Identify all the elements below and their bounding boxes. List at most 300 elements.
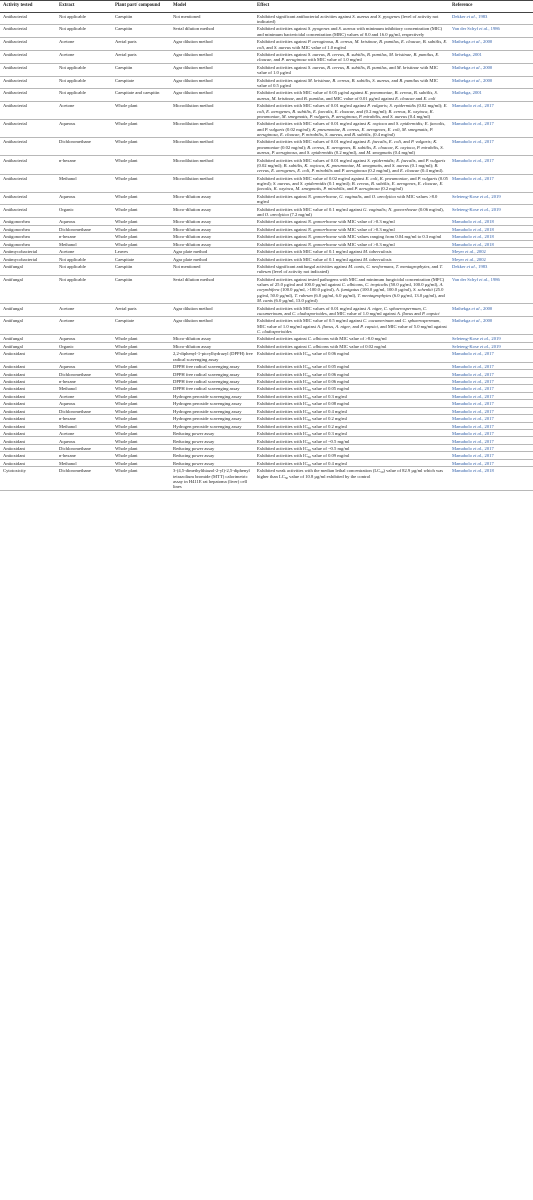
cell-activity-tested: Cytotoxicity [3, 468, 26, 474]
cell-reference[interactable]: Mathekga et al., 2000 [452, 39, 493, 45]
cell-effect: Exhibited activities with $IC_{50}$ value of 0.06 mg/ml [257, 379, 350, 385]
cell-effect: Exhibited activities with MIC value of 0.1 mg/ml against G. vaginalis; N. gonorrhoeae (0.06 mg/ml), and O. ureolytica (7.2 mg/ml) [257, 206, 444, 217]
cell-effect: Exhibited activities against C. albicans with MIC value of 0.02 mg/ml [257, 343, 387, 349]
cell-activity-tested: Antibacterial [3, 175, 27, 181]
cell-reference[interactable]: Mamabolo et al., 2017 [452, 416, 494, 422]
cell-model: Micro-dilution assay [173, 234, 212, 240]
cell-reference[interactable]: Mamabolo et al., 2018 [452, 241, 494, 247]
cell-model: Agar dilution method [173, 305, 213, 311]
table-row [0, 156, 533, 174]
table-row [0, 392, 533, 399]
cell-activity-tested: Antibacterial [3, 121, 27, 127]
cell-extract: Not applicable [59, 90, 86, 96]
cell-reference[interactable]: Mamabolo et al., 2017 [452, 438, 494, 444]
cell-model: Agar dilution method [173, 318, 213, 324]
cell-plant-part: Leaves [115, 249, 129, 255]
table-row [0, 218, 533, 225]
table-row [0, 205, 533, 218]
cell-model: Micro-dilution assay [173, 219, 212, 225]
cell-plant-part: Whole plant [115, 139, 138, 145]
cell-extract: Not applicable [59, 263, 86, 269]
cell-reference[interactable]: Mamabolo et al., 2017 [452, 103, 494, 109]
cell-model: DPPH free radical scavenging assay [173, 371, 240, 377]
cell-plant-part: Whole plant [115, 351, 138, 357]
cell-plant-part: Whole plant [115, 386, 138, 392]
cell-effect: Exhibited activities with MIC values of 0.01 mg/ml against A. niger, C. sphaerospermum, C. cucumerinum, and C. cladosporioides, and MIC value of 1.0 mg/ml against A. flavus and P. capsici [257, 305, 440, 316]
cell-extract: Acetone [59, 318, 75, 324]
cell-reference[interactable]: Mathekga et al., 2000 [452, 77, 493, 83]
cell-extract: Methanol [59, 386, 77, 392]
cell-activity-tested: Antigonorrhea [3, 226, 30, 232]
table-row [0, 248, 533, 255]
cell-model: Agar dilution method [173, 90, 213, 96]
cell-reference[interactable]: Seleteng-Kose et al., 2019 [452, 343, 501, 349]
cell-activity-tested: Antioxidant [3, 408, 25, 414]
activity-table [0, 0, 533, 491]
cell-plant-part: Whole plant [115, 206, 138, 212]
cell-activity-tested: Antifungal [3, 318, 23, 324]
cell-extract: Organic [59, 206, 74, 212]
cell-extract: Acetone [59, 52, 75, 58]
cell-reference[interactable]: Mamabolo et al., 2018 [452, 234, 494, 240]
cell-activity-tested: Antioxidant [3, 438, 25, 444]
table-row [0, 192, 533, 205]
table-row [0, 467, 533, 490]
cell-effect: Exhibited activities against N. gonorrhoeae with MIC value of >0.3 mg/ml [257, 241, 395, 247]
cell-reference[interactable]: Mamabolo et al., 2017 [452, 408, 494, 414]
cell-model: Hydrogen peroxide scavenging assay [173, 416, 242, 422]
cell-plant-part: Caespitin [115, 26, 133, 32]
table-row [0, 429, 533, 436]
cell-extract: Not applicable [59, 256, 86, 262]
cell-model: Not mentioned [173, 263, 201, 269]
cell-activity-tested: Antifungal [3, 263, 23, 269]
cell-reference[interactable]: Mathekga, 2001 [452, 90, 482, 96]
cell-plant-part: Whole plant [115, 364, 138, 370]
table-row [0, 444, 533, 451]
cell-reference[interactable]: Van der Schyf et al., 1986 [452, 26, 500, 32]
table-row [0, 370, 533, 377]
cell-effect: Exhibited activities against P. aeruginosa, B. cereus, M. kristinae, B. pumilus, E. cloacae, B. subtilis, E. coli, and S. aureus with MIC value of 1.0 mg/ml [257, 39, 448, 50]
cell-plant-part: Aerial parts [115, 52, 137, 58]
cell-effect: Exhibited activities against N. gonorrhoeae with MIC value of >0.3 mg/ml [257, 226, 395, 232]
cell-plant-part: Whole plant [115, 401, 138, 407]
cell-activity-tested: Antifungal [3, 305, 23, 311]
cell-effect: Exhibited activities with MIC values of 0.01 mg/ml against P. vulgaris; S. epidermidis (0.02 mg/ml); E. coli, E. aerogenes, B. subtilis, E. faecalis, E. cloacae, and (0.2 mg/ml); B. cereus, K. oxytoca, K. pneumoniae, M. smegmatis, P. vulgaris, P. aeruginosa, P. mirabilis, and S. aureus (0.4 mg/ml) [257, 103, 448, 119]
cell-effect: Exhibited activities with $IC_{50}$ value of 0.08 mg/ml [257, 401, 350, 408]
cell-extract: Dichloromethane [59, 445, 91, 451]
cell-effect: Exhibited activities with MIC value of 0.05 µg/ml against K. pneumoniae, B. cereus, B. subtilis, S. aureus, M. kristinae, and B. pumilus, and MIC value of 0.01 µg/ml against E. cloacae and E. coli [257, 90, 438, 101]
cell-activity-tested: Antioxidant [3, 453, 25, 459]
cell-effect: Exhibited activities against S. aureus, B. cereus, B. subtilis, B. pumilus, M. kristinae, B. pumilus, E. cloacae, and P. aeruginosa with MIC value of 1.0 mg/ml [257, 52, 440, 63]
cell-extract: Methanol [59, 460, 77, 466]
cell-reference[interactable]: Mamabolo et al., 2017 [452, 445, 494, 451]
cell-activity-tested: Antigonorrhea [3, 219, 30, 225]
cell-model: Reducing power assay [173, 460, 215, 466]
cell-extract: Methanol [59, 423, 77, 429]
cell-reference[interactable]: Dekker et al., 1983 [452, 263, 488, 269]
cell-plant-part: Whole plant [115, 423, 138, 429]
table-row [0, 102, 533, 120]
cell-model: Micro-dilution assay [173, 226, 212, 232]
cell-effect: Exhibited significant antibacterial activities against S. aureus and S. pyogenes (level of activity not indicated) [257, 13, 439, 25]
cell-reference[interactable]: Mathekga et al., 2000 [452, 318, 493, 324]
cell-plant-part: Aerial parts [115, 39, 137, 45]
cell-extract: Methanol [59, 175, 77, 181]
cell-reference[interactable]: Dekker et al., 1983 [452, 13, 488, 19]
cell-plant-part: Whole plant [115, 416, 138, 422]
cell-model: 3-(4,5-dimethylthiazol-2-yl)-2,5-diphenyl tetrazolium bromide (MTT) calorimetric assay in H411E rat hepatoma (liver) cell lines [173, 468, 250, 490]
cell-extract: n-hexane [59, 416, 76, 422]
cell-activity-tested: Antifungal [3, 276, 23, 282]
cell-extract: Not applicable [59, 64, 86, 70]
cell-model: Agar plate method [173, 256, 208, 262]
table-row [0, 174, 533, 192]
cell-extract: Aqueous [59, 401, 76, 407]
cell-activity-tested: Antioxidant [3, 445, 25, 451]
cell-model: Micro-dilution assay [173, 343, 212, 349]
cell-plant-part: Caespitate [115, 256, 135, 262]
header-activity-tested: Activity tested [0, 1, 56, 13]
cell-effect: Exhibited activities with $IC_{50}$ value of ~0.5 mg/ml [257, 438, 350, 445]
cell-effect: Exhibited activities with MIC values of 0.01 mg/ml against K. oxytoca and S. epidermidis; E. faecalis, and P. vulgaris (0.02 mg/ml); K. pneumoniae, B. cereus, E. aerogenes, E. coli, M. smegmatis, P. aeruginosa, E. cloacae, P. mirabilis, S. aureus, and B. subtilis, (0.4 mg/ml) [257, 121, 446, 137]
cell-effect: Exhibited activities with MIC value of 0.1 mg/ml against M. tuberculosis [257, 256, 392, 262]
cell-extract: Not applicable [59, 77, 86, 83]
cell-plant-part: Whole plant [115, 226, 138, 232]
cell-plant-part: Aerial parts [115, 305, 137, 311]
cell-plant-part: Whole plant [115, 219, 138, 225]
cell-reference[interactable]: Mathekga et al., 2000 [452, 64, 493, 70]
table-row [0, 120, 533, 138]
cell-model: Serial dilution method [173, 276, 215, 282]
cell-effect: Exhibited activities with $IC_{50}$ value of 0.05 mg/ml [257, 364, 350, 370]
cell-model: Hydrogen peroxide scavenging assay [173, 393, 242, 399]
cell-plant-part: Whole plant [115, 393, 138, 399]
cell-reference[interactable]: Mamabolo et al., 2018 [452, 468, 494, 474]
cell-plant-part: Caespitate [115, 318, 135, 324]
cell-effect: Exhibited activities with MIC values of 0.01 mg/ml against E. faecalis, E. coli, and P. vulgaris; K. pneumoniae (0.02 mg/ml); B. cereus, E. aerogenes, B. subtilis, E. cloacae, K. oxytoca, P. mirabilis, S. aureus, P. aeruginosa, and S. epidermidis (0.2 mg/ml), and M. smegmatis (0.4 mg/ml) [257, 139, 444, 156]
cell-activity-tested: Antigonorrhea [3, 241, 30, 247]
cell-effect: Exhibited activities with $IC_{50}$ value of 0.06 mg/ml [257, 351, 350, 358]
cell-extract: Dichloromethane [59, 371, 91, 377]
cell-model: DPPH free radical scavenging assay [173, 379, 240, 384]
cell-extract: Acetone [59, 39, 75, 45]
header-plant-part-compound: Plant part/ compound [112, 1, 170, 13]
cell-reference[interactable]: Mamabolo et al., 2017 [452, 364, 494, 370]
cell-plant-part: Caespitin [115, 13, 133, 19]
cell-extract: Aqueous [59, 364, 76, 370]
cell-activity-tested: Antioxidant [3, 393, 25, 399]
cell-extract: Not applicable [59, 26, 86, 32]
table-row [0, 317, 533, 335]
cell-effect: Exhibited activities against M. kristinae, B. cereus, B. subtilis, S. aureus, and B. pumilus with MIC value of 0.5 µg/ml [257, 77, 439, 88]
cell-reference[interactable]: Mamabolo et al., 2017 [452, 139, 494, 145]
cell-activity-tested: Antioxidant [3, 401, 25, 407]
cell-activity-tested: Antibacterial [3, 139, 27, 145]
cell-extract: n-hexane [59, 234, 76, 240]
cell-reference[interactable]: Mamabolo et al., 2017 [452, 121, 494, 127]
table-row [0, 12, 533, 25]
cell-model: Agar dilution method [173, 64, 213, 70]
table-row [0, 415, 533, 422]
cell-model: Agar plate method [173, 249, 208, 255]
cell-extract: Not applicable [59, 276, 86, 282]
cell-plant-part: Whole plant [115, 193, 138, 199]
cell-effect: Exhibited activities with $IC_{50}$ value of 0.06 mg/ml [257, 371, 350, 378]
cell-activity-tested: Antibacterial [3, 206, 27, 212]
cell-extract: Acetone [59, 351, 75, 357]
cell-activity-tested: Antibacterial [3, 13, 27, 19]
cell-effect: Exhibited activities against N. gonorrhoeae, G. vaginalis, and O. ureolytica with MIC values >8.0 mg/ml [257, 193, 438, 205]
cell-model: Hydrogen peroxide scavenging assay [173, 401, 242, 407]
cell-activity-tested: Antibacterial [3, 193, 27, 199]
cell-activity-tested: Antimycobacterial [3, 249, 38, 255]
cell-activity-tested: Antioxidant [3, 364, 25, 370]
cell-extract: n-hexane [59, 157, 76, 163]
cell-effect: Exhibited activities with $IC_{50}$ value of 0.4 mg/ml [257, 460, 347, 467]
table-row [0, 275, 533, 304]
cell-extract: Acetone [59, 103, 75, 109]
cell-activity-tested: Antibacterial [3, 103, 27, 109]
cell-activity-tested: Antigonorrhea [3, 234, 30, 240]
cell-model: 2,2-diphenyl-1-picrylhydrazyl (DPPH) free radical scavenging assay [173, 351, 253, 362]
cell-model: Reducing power assay [173, 453, 215, 459]
cell-activity-tested: Antibacterial [3, 64, 27, 70]
cell-effect: Exhibited activities with MIC value of 0.1 mg/ml against M. tuberculosis [257, 249, 392, 255]
table-row [0, 437, 533, 444]
cell-plant-part: Whole plant [115, 408, 138, 414]
table-row [0, 89, 533, 102]
cell-effect: Exhibited significant antifungal activities against M. canis, C. neoformans, T. mentagrophytes, and T. rubrum (level of activity not indicated) [257, 263, 443, 275]
cell-reference[interactable]: Mamabolo et al., 2017 [452, 157, 494, 163]
cell-extract: n-hexane [59, 453, 76, 459]
cell-activity-tested: Antioxidant [3, 351, 25, 357]
table-row [0, 459, 533, 466]
cell-model: DPPH free radical scavenging assay [173, 386, 240, 392]
cell-effect: Exhibited activities with $IC_{50}$ value of 0.2 mg/ml [257, 416, 347, 423]
cell-activity-tested: Antioxidant [3, 379, 25, 384]
cell-reference[interactable]: Van der Schyf et al., 1986 [452, 276, 500, 282]
cell-activity-tested: Antifungal [3, 343, 23, 349]
cell-plant-part: Whole plant [115, 241, 138, 247]
cell-extract: Aqueous [59, 219, 76, 225]
cell-reference[interactable]: Seleteng-Kose et al., 2019 [452, 206, 501, 212]
cell-model: DPPH free radical scavenging assay [173, 364, 240, 370]
cell-effect: Exhibited activities against tested pathogens with MIC and minimum fungicidal concentration (MFC) values of 25.0 µg/ml and 100.0 µg/ml against C. albicans, C. tropicalis (50.0 µg/ml, 100.0 µg/ml), A. corymbifera (100.0 µg/ml, >100.0 µg/ml), A. fumigatus (100.0 µg/ml, 100.0 µg/ml), S. schenkii (25.0 µg/ml, 50.0 µg/ml), T. rubrum (6.0 µg/ml, 6.0 µg/ml), T. mentagrophytes (6.0 µg/ml, 13.0 µg/ml), and M. canis (6.0 µg/ml, 13.0 µg/ml) [257, 276, 445, 304]
cell-plant-part: Whole plant [115, 157, 138, 163]
cell-effect: Exhibited activities with MIC value of 0.5 mg/ml against C. cucumerinum and C. sphaerospermum, MIC value of 1.0 mg/ml against A. flavus, A. niger, and P. capsici, and MIC value of 5.0 mg/ml against C. cladosporioides [257, 318, 447, 335]
cell-activity-tested: Antioxidant [3, 423, 25, 429]
cell-reference[interactable]: Meyer et al., 2002 [452, 256, 486, 262]
header-reference: Reference [449, 1, 533, 13]
cell-activity-tested: Antibacterial [3, 77, 27, 83]
table-row [0, 304, 533, 317]
cell-model: Micro-dilution assay [173, 193, 212, 199]
cell-plant-part: Caespitin [115, 64, 133, 70]
cell-extract: Dichloromethane [59, 408, 91, 414]
cell-effect: Exhibited activities with MIC value of 0.02 mg/ml against E. coli, K. pneumoniae, and P. vulgaris (0.05 mg/ml); S. aureus, and S. epidermidis (0.1 mg/ml); B. cereus, B. subtilis, E. aerogenes, E. cloacae, E. faecalis, K. oxytoca, M. smegmatis, P. mirabilis, and P. aeruginosa (0.2 mg/ml) [257, 175, 448, 192]
cell-model: Hydrogen peroxide scavenging assay [173, 408, 242, 414]
cell-plant-part: Whole plant [115, 468, 138, 474]
table-row [0, 400, 533, 407]
cell-model: Microdilution method [173, 121, 214, 127]
cell-activity-tested: Antibacterial [3, 90, 27, 96]
cell-model: Serial dilution method [173, 26, 215, 32]
table-row [0, 422, 533, 429]
cell-plant-part: Whole plant [115, 379, 138, 384]
table-row [0, 63, 533, 76]
cell-model: Microdilution method [173, 157, 214, 163]
cell-reference[interactable]: Mamabolo et al., 2017 [452, 453, 494, 459]
cell-model: Micro-dilution assay [173, 336, 212, 342]
cell-model: Micro-dilution assay [173, 241, 212, 247]
cell-effect: Exhibited activities against C. albicans with MIC value of >8.0 mg/ml [257, 336, 387, 342]
cell-model: Hydrogen peroxide scavenging assay [173, 423, 242, 429]
cell-reference[interactable]: Seleteng-Kose et al., 2019 [452, 193, 501, 199]
cell-reference[interactable]: Mamabolo et al., 2017 [452, 351, 494, 357]
table-row [0, 262, 533, 275]
cell-reference[interactable]: Mamabolo et al., 2017 [452, 386, 494, 392]
table-row [0, 138, 533, 156]
header-model: Model [170, 1, 254, 13]
table-row [0, 233, 533, 240]
cell-plant-part: Whole plant [115, 343, 138, 349]
cell-model: Reducing power assay [173, 438, 215, 444]
cell-reference[interactable]: Mamabolo et al., 2018 [452, 219, 494, 225]
table-row [0, 335, 533, 342]
cell-reference[interactable]: Meyer et al., 2002 [452, 249, 486, 255]
cell-model: Microdilution method [173, 139, 214, 145]
cell-extract: Dichloromethane [59, 468, 91, 474]
cell-effect: Exhibited activities with $IC_{50}$ value of 0.05 mg/ml [257, 386, 350, 393]
cell-model: Microdilution method [173, 103, 214, 109]
cell-effect: Exhibited activities with $IC_{50}$ value of ~0.5 mg/ml [257, 445, 350, 452]
cell-extract: Acetone [59, 249, 75, 255]
cell-extract: Aqueous [59, 193, 76, 199]
cell-activity-tested: Antioxidant [3, 371, 25, 377]
table-row [0, 407, 533, 414]
cell-reference[interactable]: Mamabolo et al., 2017 [452, 175, 494, 181]
cell-reference[interactable]: Mamabolo et al., 2017 [452, 423, 494, 429]
cell-extract: n-hexane [59, 379, 76, 384]
cell-reference[interactable]: Mamabolo et al., 2017 [452, 460, 494, 466]
cell-plant-part: Caespitin [115, 276, 133, 282]
cell-effect: Exhibited activities with $IC_{50}$ value of 0.09 mg/ml [257, 453, 350, 460]
cell-effect: Exhibited activities with $IC_{50}$ value of 0.4 mg/ml [257, 408, 347, 415]
header-effect: Effect [254, 1, 449, 13]
cell-extract: Acetone [59, 305, 75, 311]
cell-reference[interactable]: Mamabolo et al., 2018 [452, 226, 494, 232]
cell-reference[interactable]: Mamabolo et al., 2017 [452, 393, 494, 399]
cell-effect: Exhibited activities with $IC_{50}$ value of 0.2 mg/ml [257, 423, 347, 430]
cell-plant-part: Whole plant [115, 103, 138, 109]
cell-plant-part: Whole plant [115, 336, 138, 342]
cell-effect: Exhibited activities with $IC_{50}$ value of 0.3 mg/ml [257, 431, 347, 437]
cell-extract: Aqueous [59, 336, 76, 342]
table-row [0, 452, 533, 459]
cell-reference[interactable]: Seleteng-Kose et al., 2019 [452, 336, 501, 342]
cell-reference[interactable]: Mamabolo et al., 2017 [452, 401, 494, 407]
cell-model: Reducing power assay [173, 431, 215, 437]
table-row [0, 25, 533, 38]
cell-effect: Exhibited activities against S. pyogenes and S. aureus with minimum inhibitory concentration (MIC) and minimum bactericidal concentration (MBC) values of 8.0 and 16.0 µg/ml, respectively [257, 26, 443, 37]
cell-activity-tested: Antibacterial [3, 52, 27, 58]
table-row [0, 255, 533, 262]
cell-plant-part: Whole plant [115, 371, 138, 377]
header-extract: Extract [56, 1, 112, 13]
table-row [0, 363, 533, 370]
cell-effect: Exhibited activities against N. gonorrhoeae with MIC values ranging from 0.04 mg/ml to 0.3 mg/ml [257, 234, 442, 240]
cell-reference[interactable]: Mamabolo et al., 2017 [452, 431, 494, 437]
table-row [0, 350, 533, 363]
cell-activity-tested: Antimycobacterial [3, 256, 38, 262]
cell-activity-tested: Antifungal [3, 336, 23, 342]
table-row [0, 342, 533, 349]
cell-extract: Not applicable [59, 13, 86, 19]
cell-model: Microdilution method [173, 175, 214, 181]
cell-reference[interactable]: Mamabolo et al., 2017 [452, 371, 494, 377]
cell-extract: Aqueous [59, 438, 76, 444]
cell-plant-part: Whole plant [115, 121, 138, 127]
table-row [0, 38, 533, 51]
cell-activity-tested: Antibacterial [3, 39, 27, 45]
cell-effect: Exhibited activities with $IC_{50}$ value of 0.3 mg/ml [257, 393, 347, 400]
cell-model: Not mentioned [173, 13, 201, 19]
cell-activity-tested: Antibacterial [3, 157, 27, 163]
cell-plant-part: Whole plant [115, 445, 138, 451]
table-row [0, 240, 533, 247]
cell-plant-part: Caespitate [115, 77, 135, 83]
cell-activity-tested: Antioxidant [3, 460, 25, 466]
cell-activity-tested: Antioxidant [3, 386, 25, 392]
table-body [0, 12, 533, 490]
cell-model: Agar dilution method [173, 77, 213, 83]
cell-plant-part: Caespitate and caespitin [115, 90, 160, 96]
cell-plant-part: Whole plant [115, 453, 138, 459]
table-row [0, 385, 533, 392]
cell-model: Agar dilution method [173, 39, 213, 45]
cell-model: Agar dilution method [173, 52, 213, 58]
cell-reference[interactable]: Mamabolo et al., 2017 [452, 379, 494, 384]
cell-effect: Exhibited activities against S. aureus, B. cereus, B. subtilis, B. pumilus, and M. kristinae with MIC value of 1.0 µg/ml [257, 64, 439, 76]
cell-plant-part: Whole plant [115, 438, 138, 444]
cell-reference[interactable]: Mathekga et al., 2000 [452, 305, 493, 311]
cell-plant-part: Whole plant [115, 175, 138, 181]
cell-plant-part: Whole plant [115, 431, 138, 437]
cell-extract: Dichloromethane [59, 139, 91, 145]
cell-reference[interactable]: Mathekga, 2001 [452, 52, 482, 58]
cell-extract: Acetone [59, 431, 75, 437]
cell-activity-tested: Antibacterial [3, 26, 27, 32]
cell-extract: Methanol [59, 241, 77, 247]
cell-plant-part: Whole plant [115, 234, 138, 240]
cell-model: Reducing power assay [173, 445, 215, 451]
cell-effect: Exhibited activities against N. gonorrhoeae with MIC value of >0.3 mg/ml [257, 219, 395, 225]
table-row [0, 76, 533, 89]
cell-effect: Exhibited weak activities with the median lethal concentration $(LC_{50})$ value of 82.9 µg/ml which was higher than $LC_{50}$ value of 10.8 µg/ml exhibited by the control [257, 468, 444, 480]
cell-model: Micro-dilution assay [173, 206, 212, 212]
table-header [0, 1, 533, 13]
cell-activity-tested: Antioxidant [3, 416, 25, 422]
cell-extract: Dichloromethane [59, 226, 91, 232]
cell-activity-tested: Antioxidant [3, 431, 25, 437]
header-row [0, 1, 533, 13]
cell-extract: Acetone [59, 393, 75, 399]
cell-plant-part: Whole plant [115, 460, 138, 466]
table-row [0, 377, 533, 384]
cell-extract: Organic [59, 343, 74, 349]
table-row [0, 225, 533, 232]
